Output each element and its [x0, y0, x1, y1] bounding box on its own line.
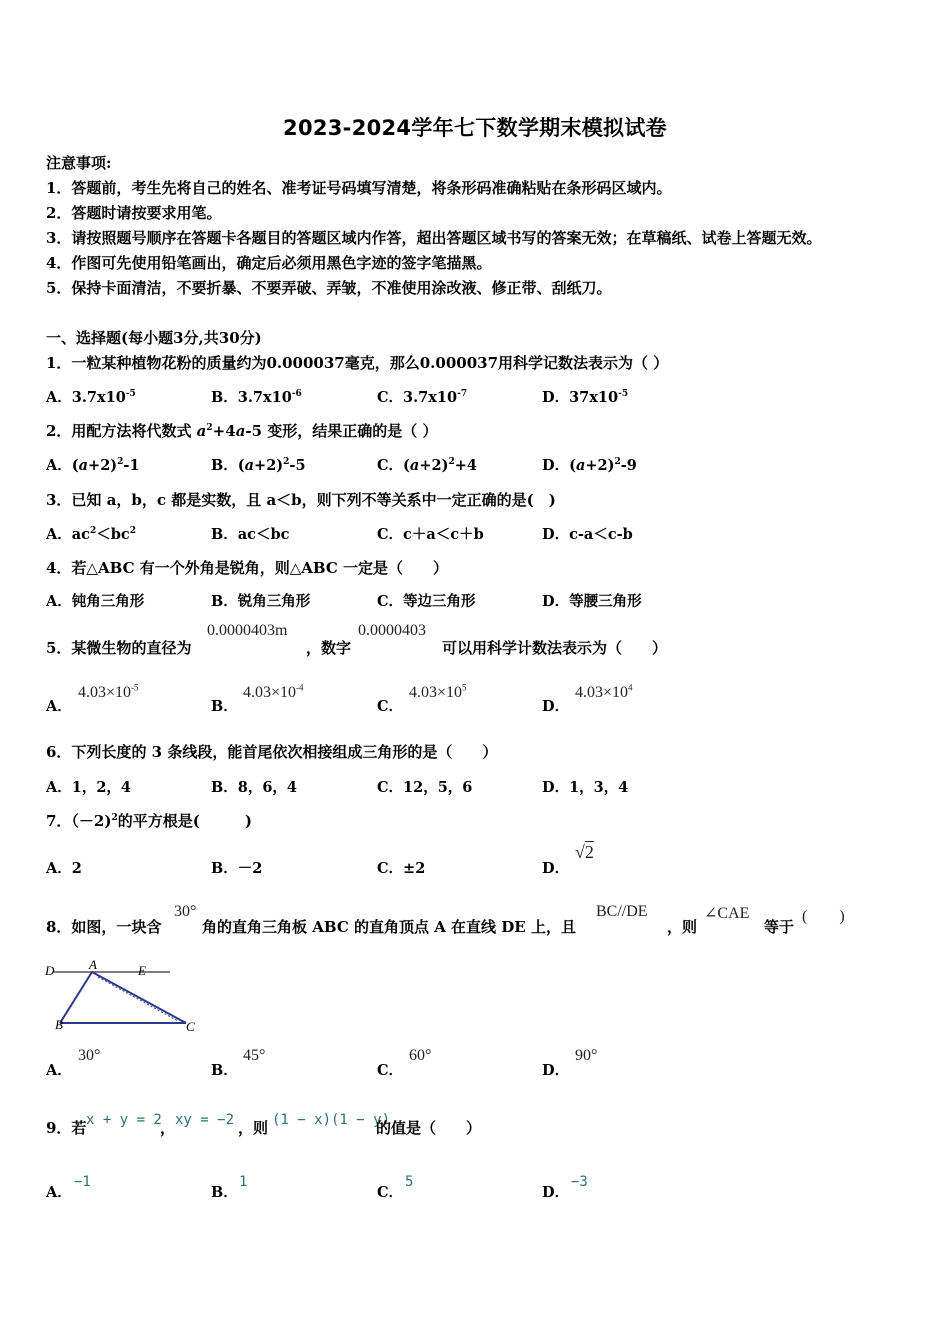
triangle-figure: [40, 955, 210, 1037]
q9-math-product: xy = −2: [175, 1112, 235, 1128]
section-heading: 一、选择题(每小题3分,共30分): [46, 329, 262, 347]
q1-option-d: D．$37x10^{-5}$: [542, 389, 629, 406]
q6-option-b: B．8，6，4: [211, 779, 298, 796]
q4-option-d: D．等腰三角形: [542, 593, 642, 610]
q5-option-c: $4.03\times 10^5$: [409, 682, 467, 701]
q5-option-a: $4.03\times 10^{-5}$: [78, 682, 139, 701]
q8-paren: ( ): [802, 908, 845, 925]
label-a: A: [89, 957, 97, 972]
q5-option-c-letter: C．: [377, 698, 404, 715]
q9-math-sum: x + y = 2: [86, 1112, 162, 1128]
q8-option-a: 30°: [78, 1047, 101, 1064]
q9-option-d-letter: D．: [542, 1184, 570, 1201]
q1-option-b: B．$3.7x10^{-6}$: [211, 389, 302, 406]
notice-item-3: 3．请按照题号顺序在答题卡各题目的答题区域内作答，超出答题区域书写的答案无效；在草稿纸、试卷上答题无效。: [46, 229, 822, 247]
question-9-post: 的值是（ ）: [376, 1119, 482, 1137]
q5-math-diameter: 0.0000403m: [207, 622, 288, 639]
question-9-sep: ，: [160, 1119, 176, 1137]
q8-math-angle: 30°: [174, 903, 197, 920]
q5-option-d: $4.03\times 10^4$: [575, 682, 633, 701]
q8-option-d-letter: D．: [542, 1062, 570, 1079]
q8-option-b-letter: B．: [211, 1062, 238, 1079]
q1-option-c: C．$3.7x10^{-7}$: [377, 389, 468, 406]
question-5-post: 可以用科学计数法表示为（ ）: [442, 639, 668, 657]
q4-option-b: B．锐角三角形: [211, 593, 311, 610]
q2-option-a: A．$(a+2)^2-1$: [46, 457, 140, 474]
q8-math-cae: ∠CAE: [704, 905, 750, 922]
question-8-mid1: 角的直角三角板 ABC 的直角顶点 A 在直线 DE 上，且: [202, 918, 576, 936]
question-1: 1．一粒某种植物花粉的质量约为0.000037毫克，那么0.000037用科学记数法表示为（ ）: [46, 354, 669, 372]
q3-option-a: A．$ac^2<bc^2$: [46, 526, 136, 543]
q3-option-c: C．c＋a＜c＋b: [377, 526, 484, 543]
q9-option-c-letter: C．: [377, 1184, 404, 1201]
q9-option-d: −3: [571, 1174, 588, 1190]
notice-heading: 注意事项:: [46, 154, 112, 172]
q2-option-c: C．$(a+2)^2+4$: [377, 457, 477, 474]
question-3: 3．已知 a，b，c 都是实数，且 a＜b，则下列不等关系中一定正确的是( ): [46, 491, 556, 509]
q9-option-b-letter: B．: [211, 1184, 238, 1201]
q5-option-b: $4.03\times 10^{-4}$: [243, 682, 304, 701]
question-9-mid: ，则: [238, 1119, 269, 1137]
q9-option-a: −1: [74, 1174, 91, 1190]
label-d: D: [45, 963, 55, 978]
q3-option-b: B．ac＜bc: [211, 526, 290, 543]
q8-option-b: 45°: [243, 1047, 266, 1064]
q1-option-a: A．$3.7x10^{-5}$: [46, 389, 136, 406]
notice-item-2: 2．答题时请按要求用笔。: [46, 204, 222, 222]
notice-item-4: 4．作图可先使用铅笔画出，确定后必须用黑色字迹的签字笔描黑。: [46, 254, 492, 272]
q6-option-d: D．1，3，4: [542, 779, 629, 796]
q6-option-a: A．1，2，4: [46, 779, 132, 796]
q2-option-d: D．$(a+2)^2-9$: [542, 457, 637, 474]
page-title: 2023-2024学年七下数学期末模拟试卷: [283, 116, 667, 140]
question-5-mid: ，数字: [306, 639, 352, 657]
q5-option-b-letter: B．: [211, 698, 238, 715]
question-8-post: 等于: [764, 918, 795, 936]
question-9-pre: 9．若: [46, 1119, 87, 1137]
question-2: 2．用配方法将代数式 $a^2+4a-5$ 变形，结果正确的是（ ）: [46, 422, 438, 440]
q7-option-d-letter: D．: [542, 860, 570, 877]
q6-option-c: C．12，5，6: [377, 779, 473, 796]
q9-option-c: 5: [405, 1174, 414, 1190]
notice-item-1: 1．答题前，考生先将自己的姓名、准考证号码填写清楚，将条形码准确粘贴在条形码区域内。: [46, 179, 672, 197]
q9-math-expression: (1 − x)(1 − y): [272, 1112, 391, 1128]
label-b: B: [55, 1017, 63, 1032]
label-c: C: [186, 1019, 195, 1034]
q4-option-c: C．等边三角形: [377, 593, 476, 610]
q5-option-a-letter: A．: [46, 698, 72, 715]
q8-option-c: 60°: [409, 1047, 432, 1064]
q8-option-c-letter: C．: [377, 1062, 404, 1079]
q2-option-b: B．$(a+2)^2-5$: [211, 457, 306, 474]
q9-option-a-letter: A．: [46, 1184, 72, 1201]
question-8-pre: 8．如图，一块含: [46, 918, 162, 936]
question-4: 4．若△ABC 有一个外角是锐角，则△ABC 一定是（ ）: [46, 559, 449, 577]
q8-math-parallel: BC//DE: [596, 903, 648, 920]
q7-option-d: √2: [575, 842, 594, 862]
q4-option-a: A．钝角三角形: [46, 593, 145, 610]
q5-option-d-letter: D．: [542, 698, 570, 715]
label-e: E: [138, 963, 146, 978]
q9-option-b: 1: [239, 1174, 248, 1190]
question-8-mid2: ，则: [667, 918, 698, 936]
notice-item-5: 5．保持卡面清洁，不要折暴、不要弄破、弄皱，不准使用涂改液、修正带、刮纸刀。: [46, 279, 612, 297]
q7-option-c: C．±2: [377, 860, 426, 877]
q3-option-d: D．c-a＜c-b: [542, 526, 633, 543]
question-7: 7．（－2)$^2$的平方根是( ): [46, 812, 252, 830]
question-5-pre: 5．某微生物的直径为: [46, 639, 192, 657]
q7-option-a: A．2: [46, 860, 82, 877]
q7-option-b: B．－2: [211, 860, 263, 877]
q8-option-a-letter: A．: [46, 1062, 72, 1079]
q8-option-d: 90°: [575, 1047, 598, 1064]
q5-math-number: 0.0000403: [358, 622, 426, 639]
question-6: 6．下列长度的 3 条线段，能首尾依次相接组成三角形的是（ ）: [46, 743, 498, 761]
